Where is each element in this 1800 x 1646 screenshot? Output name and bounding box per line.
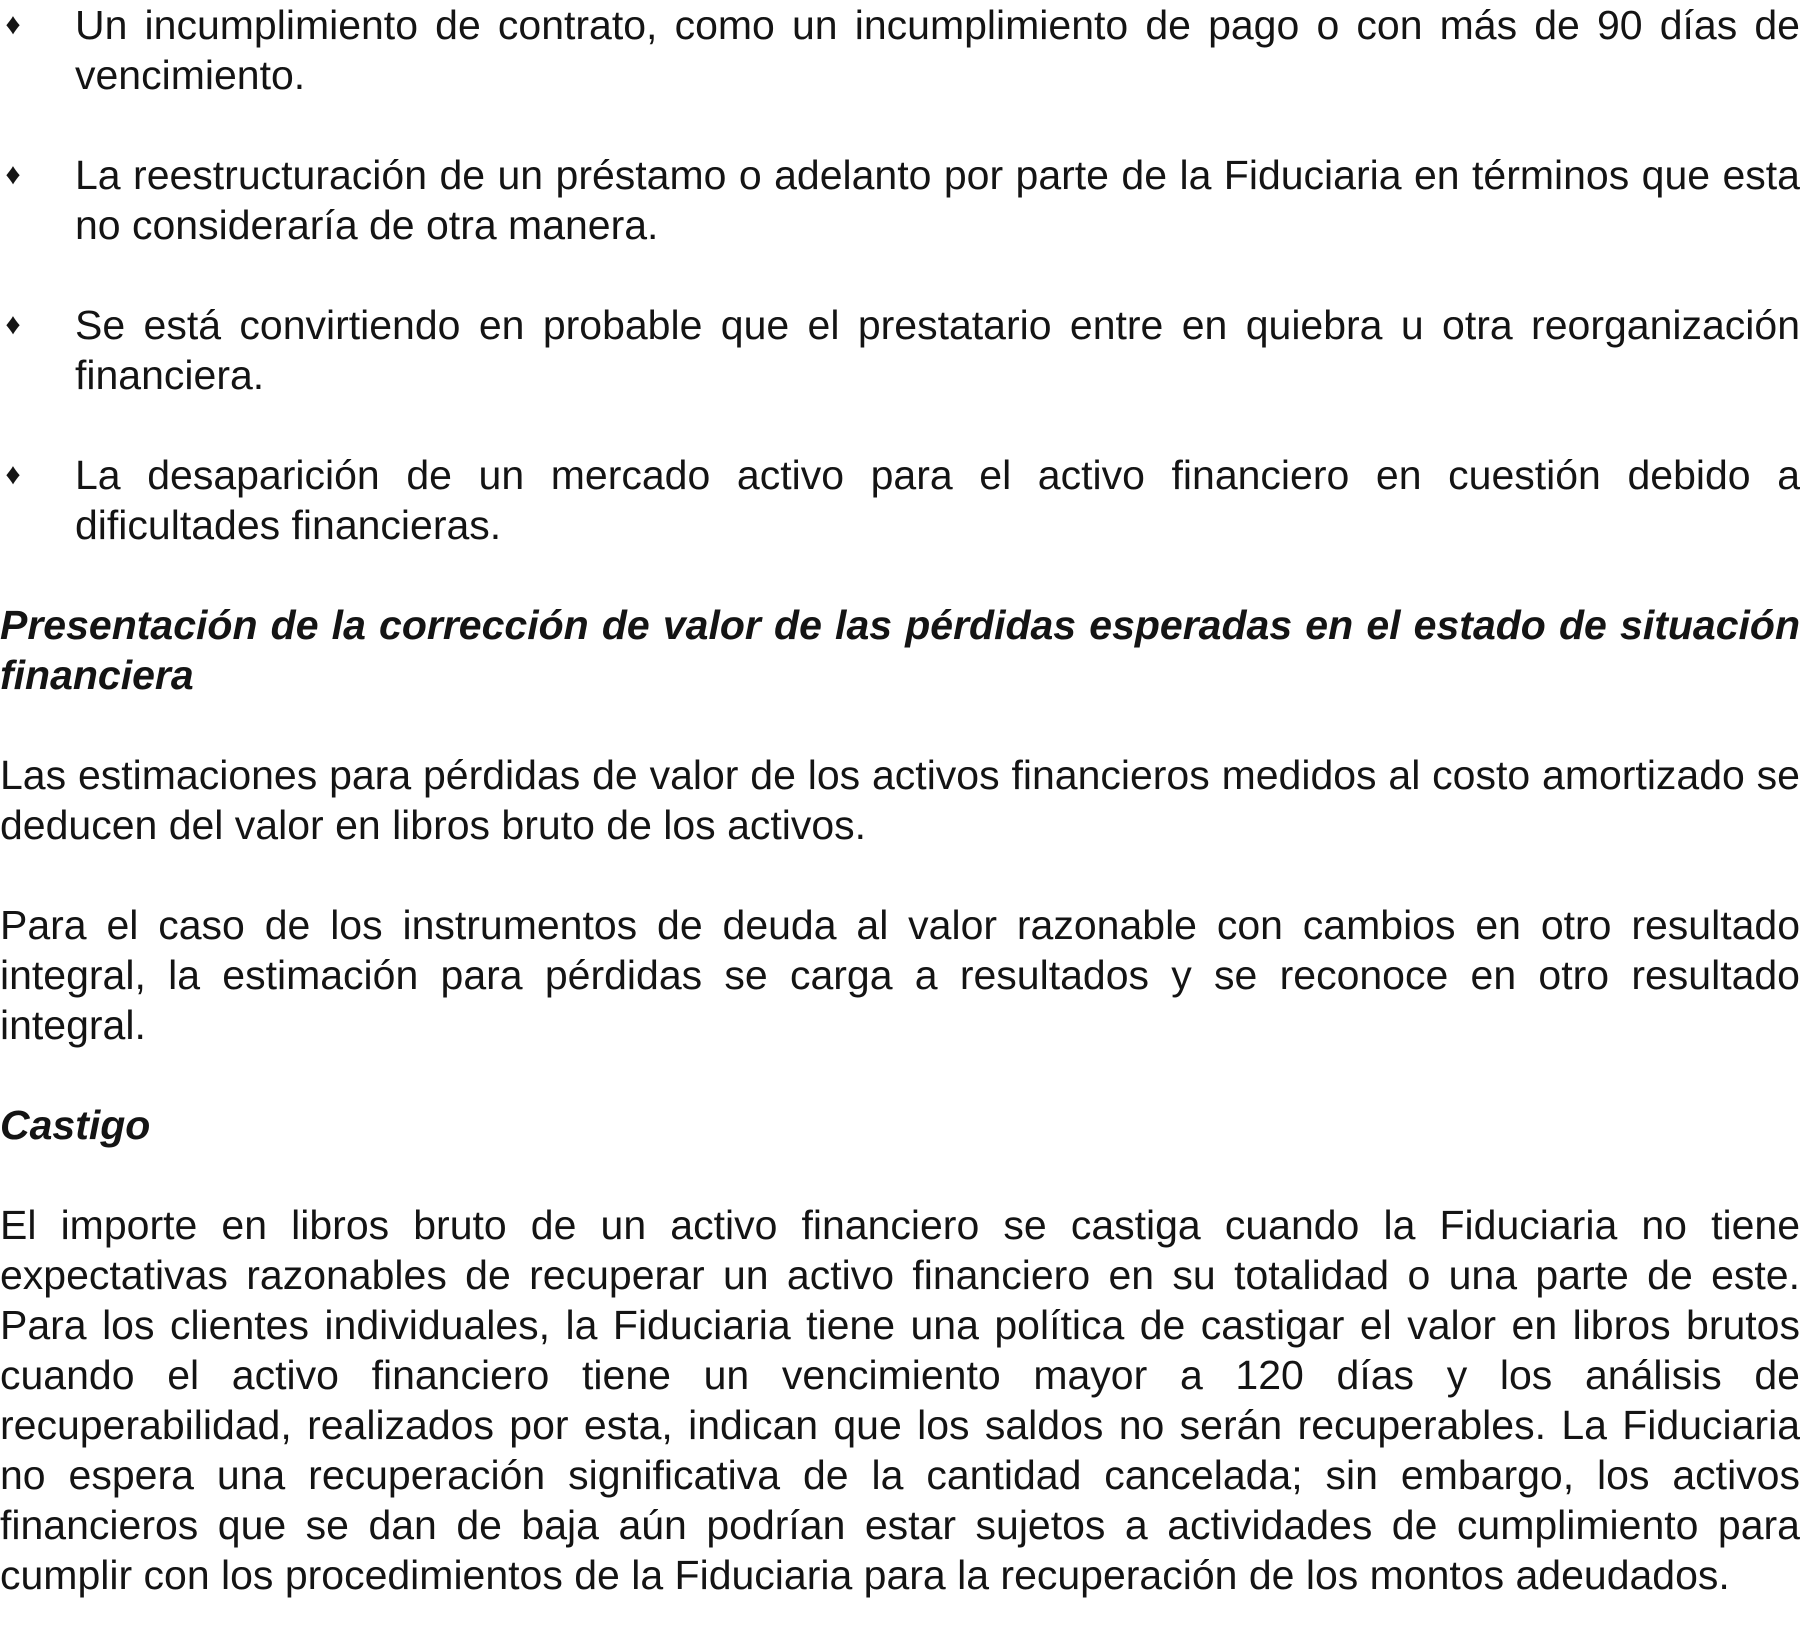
diamond-bullet-icon: ♦ (5, 308, 21, 341)
bullet-text: La reestructuración de un préstamo o adelanto por parte de la Fiduciaria en términos que esta no consideraría de otra manera. (75, 152, 1800, 248)
paragraph-estimaciones: Las estimaciones para pérdidas de valor de los activos financieros medidos al costo amortizado se deducen del valor en libros bruto de los activos. (0, 752, 1800, 848)
bullet-text: La desaparición de un mercado activo para el activo financiero en cuestión debido a dificultades financieras. (75, 452, 1800, 548)
section-heading-castigo: Castigo (0, 1102, 151, 1148)
diamond-bullet-icon: ♦ (5, 8, 21, 41)
paragraph-instrumentos-deuda: Para el caso de los instrumentos de deuda al valor razonable con cambios en otro resultado integral, la estimación para pérdidas se carga a resultados y se reconoce en otro resultado integral. (0, 902, 1800, 1048)
section-heading-presentacion: Presentación de la corrección de valor de las pérdidas esperadas en el estado de situación financiera (0, 602, 1800, 698)
bullet-text: Un incumplimiento de contrato, como un incumplimiento de pago o con más de 90 días de vencimiento. (75, 2, 1800, 98)
diamond-bullet-icon: ♦ (5, 158, 21, 191)
bullet-item-bankruptcy (0, 300, 1800, 400)
diamond-bullet-icon: ♦ (5, 458, 21, 491)
bullet-list (0, 0, 1800, 550)
bullet-item-loan-restructuring (0, 150, 1800, 250)
paragraph-castigo: El importe en libros bruto de un activo financiero se castiga cuando la Fiduciaria no tiene expectativas razonables de recuperar un activo financiero en su totalidad o una parte de este. Para los clientes individuales, la Fiduciaria tiene una política de castigar el valor en libros brutos cuando el activo financiero tiene un vencimiento mayor a 120 días y los análisis de recuperabilidad, realizados por esta, indican que los saldos no serán recuperables. La Fiduciaria no espera una recuperación significativa de la cantidad cancelada; sin embargo, los activos financieros que se dan de baja aún podrían estar sujetos a actividades de cumplimiento para cumplir con los procedimientos de la Fiduciaria para la recuperación de los montos adeudados. (0, 1202, 1800, 1598)
bullet-item-market-disappearance (0, 450, 1800, 550)
bullet-text: Se está convirtiendo en probable que el prestatario entre en quiebra u otra reorganización financiera. (75, 302, 1800, 398)
bullet-item-contract-breach (0, 0, 1800, 100)
